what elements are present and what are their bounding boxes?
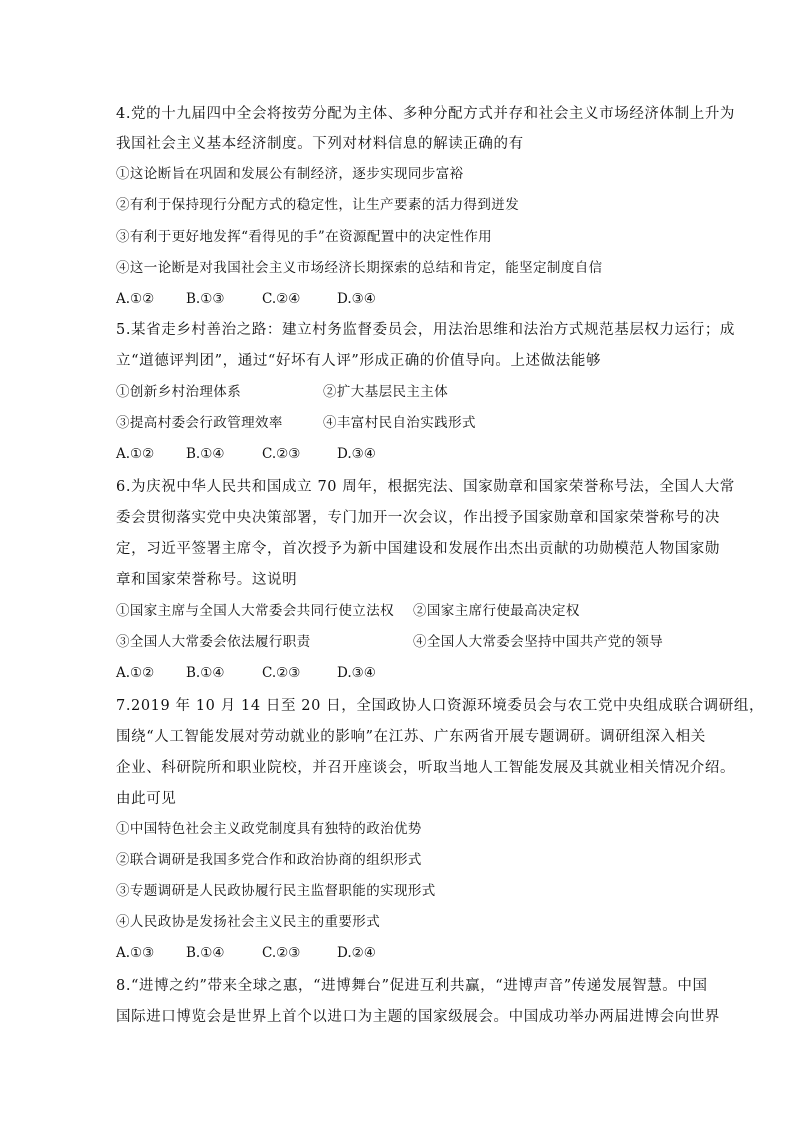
- q7-stem-line-3: 企业、科研院所和职业院校，并召开座谈会，听取当地人工智能发展及其就业相关情况介绍。: [116, 760, 736, 776]
- q7-item-1: ①中国特色社会主义政党制度具有独特的政治优势: [116, 821, 422, 837]
- q4-option-c[interactable]: C.②④: [262, 291, 301, 307]
- q5-option-d[interactable]: D.③④: [337, 446, 376, 462]
- q6-item-4: ④全国人大常委会坚持中国共产党的领导: [413, 634, 664, 650]
- q6-option-b[interactable]: B.①④: [186, 665, 225, 681]
- q6-item-2: ②国家主席行使最高决定权: [413, 603, 580, 619]
- q6-stem-line-2: 委会贯彻落实党中央决策部署，专门加开一次会议，作出授予国家勋章和国家荣誉称号的决: [116, 510, 720, 526]
- q5-option-a[interactable]: A.①②: [116, 446, 155, 462]
- q5-item-3: ③提高村委会行政管理效率: [116, 415, 283, 431]
- q6-option-d[interactable]: D.③④: [337, 665, 376, 681]
- q7-stem-line-2: 围绕“人工智能发展对劳动就业的影响”在江苏、广东两省开展专题调研。调研组深入相关: [116, 729, 706, 745]
- q7-item-2: ②联合调研是我国多党合作和政治协商的组织形式: [116, 852, 422, 868]
- q7-stem-line-4: 由此可见: [116, 791, 177, 807]
- q7-option-d[interactable]: D.②④: [337, 945, 376, 961]
- q5-item-4: ④丰富村民自治实践形式: [323, 415, 476, 431]
- q7-stem-line-1: 7.2019 年 10 月 14 日至 20 日，全国政协人口资源环境委员会与农工党中央组成联合调研组，: [116, 698, 765, 714]
- q5-item-2: ②扩大基层民主主体: [323, 384, 449, 400]
- q4-item-4: ④这一论断是对我国社会主义市场经济长期探索的总结和肯定，能坚定制度自信: [116, 260, 603, 276]
- q5-option-c[interactable]: C.②③: [262, 446, 301, 462]
- q6-option-c[interactable]: C.②③: [262, 665, 301, 681]
- q8-stem-line-1: 8.“进博之约”带来全球之惠，“进博舞台”促进互利共赢，“进博声音”传递发展智慧。中国: [116, 978, 708, 994]
- q4-stem-line-1: 4.党的十九届四中全会将按劳分配为主体、多种分配方式并存和社会主义市场经济体制上升为: [116, 106, 736, 122]
- q6-items-row-2: [116, 632, 664, 652]
- q7-option-a[interactable]: A.①③: [116, 945, 155, 961]
- q5-stem-line-2: 立“道德评判团”，通过“好坏有人评”形成正确的价值导向。上述做法能够: [116, 353, 602, 369]
- q6-stem-line-3: 定，习近平签署主席令，首次授予为新中国建设和发展作出杰出贡献的功勋模范人物国家勋: [116, 541, 720, 557]
- q4-option-d[interactable]: D.③④: [337, 291, 376, 307]
- q4-item-1: ①这论断旨在巩固和发展公有制经济，逐步实现同步富裕: [116, 166, 464, 182]
- q5-option-b[interactable]: B.①④: [186, 446, 225, 462]
- q4-stem-line-2: 我国社会主义基本经济制度。下列对材料信息的解读正确的有: [116, 136, 524, 152]
- q4-item-2: ②有利于保持现行分配方式的稳定性，让生产要素的活力得到迸发: [116, 197, 520, 213]
- q5-items-row-2: [116, 413, 476, 433]
- q5-item-1: ①创新乡村治理体系: [116, 384, 242, 400]
- q7-item-4: ④人民政协是发扬社会主义民主的重要形式: [116, 914, 381, 930]
- q4-option-b[interactable]: B.①③: [186, 291, 225, 307]
- q4-option-a[interactable]: A.①②: [116, 291, 155, 307]
- q7-item-3: ③专题调研是人民政协履行民主监督职能的实现形式: [116, 883, 436, 899]
- q5-items-row-1: [116, 382, 449, 402]
- q6-item-3: ③全国人大常委会依法履行职责: [116, 634, 311, 650]
- q6-item-1: ①国家主席与全国人大常委会共同行使立法权: [116, 603, 394, 619]
- q8-stem-line-2: 国际进口博览会是世界上首个以进口为主题的国家级展会。中国成功举办两届进博会向世界: [116, 1009, 720, 1025]
- q7-option-c[interactable]: C.②③: [262, 945, 301, 961]
- q6-stem-line-1: 6.为庆祝中华人民共和国成立 70 周年，根据宪法、国家勋章和国家荣誉称号法，全国人大常: [116, 479, 735, 495]
- q5-stem-line-1: 5.某省走乡村善治之路：建立村务监督委员会，用法治思维和法治方式规范基层权力运行；成: [116, 322, 736, 338]
- q6-option-a[interactable]: A.①②: [116, 665, 155, 681]
- q6-items-row-1: [116, 601, 580, 621]
- q7-option-b[interactable]: B.①④: [186, 945, 225, 961]
- q6-stem-line-4: 章和国家荣誉称号。这说明: [116, 572, 298, 588]
- q4-item-3: ③有利于更好地发挥“看得见的手”在资源配置中的决定性作用: [116, 229, 493, 245]
